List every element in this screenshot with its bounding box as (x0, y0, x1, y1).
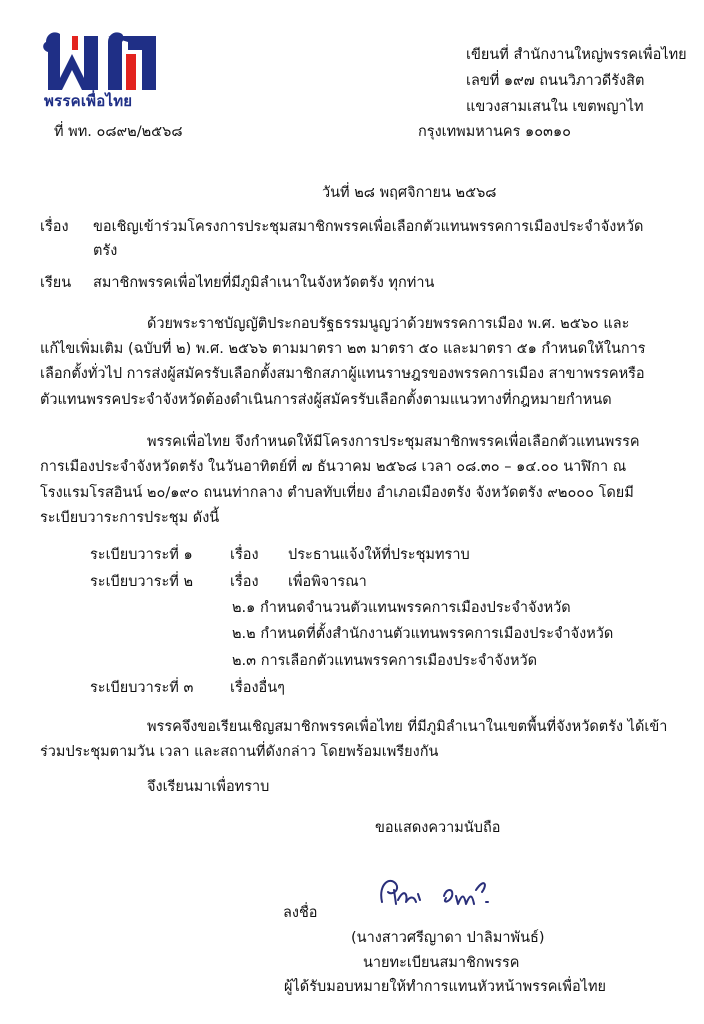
paragraph-2-line: การเมืองประจำจังหวัดตรัง ในวันอาทิตย์ที่ ๗ ธันวาคม ๒๕๖๘ เวลา ๐๘.๓๐ – ๑๔.๐๐ นาฬิกา ณ (40, 459, 627, 475)
agenda-subitem: ๒.๑ กำหนดจำนวนตัวแทนพรรคการเมืองประจำจังหวัด (232, 600, 571, 616)
paragraph-1-line: ตัวแทนพรรคประจำจังหวัดต้องดำเนินการส่งผู้สมัครรับเลือกตั้งตามแนวทางที่กฎหมายกำหนด (40, 392, 612, 408)
paragraph-3-line: ร่วมประชุมตามวัน เวลา และสถานที่ดังกล่าว โดยพร้อมเพรียงกัน (40, 744, 439, 760)
subject-line-2: ตรัง (93, 243, 118, 259)
subject-label: เรื่อง (40, 219, 69, 235)
agenda-subject-label: เรื่อง (230, 547, 259, 563)
signer-title: นายทะเบียนสมาชิกพรรค (363, 955, 520, 971)
agenda-item-text: ประธานแจ้งให้ที่ประชุมทราบ (288, 547, 470, 563)
recipient-text: สมาชิกพรรคเพื่อไทยที่มีภูมิลำเนาในจังหวัดตรัง ทุกท่าน (93, 275, 435, 291)
agenda-subitem: ๒.๒ กำหนดที่ตั้งสำนักงานตัวแทนพรรคการเมืองประจำจังหวัด (232, 626, 614, 642)
party-logo-text: พรรคเพื่อไทย (44, 92, 133, 110)
document-number: ที่ พท. ๐๘๙๒/๒๕๖๘ (54, 124, 183, 140)
city-postal-code: กรุงเทพมหานคร ๑๐๓๑๐ (418, 124, 572, 140)
paragraph-1-line: ด้วยพระราชบัญญัติประกอบรัฐธรรมนูญว่าด้วยพรรคการเมือง พ.ศ. ๒๕๖๐ และ (147, 316, 630, 332)
closing-salutation: ขอแสดงความนับถือ (375, 820, 501, 836)
address-line-1: เขียนที่ สำนักงานใหญ่พรรคเพื่อไทย (466, 47, 687, 63)
agenda-item-text: เพื่อพิจารณา (288, 574, 367, 590)
subject-line-1: ขอเชิญเข้าร่วมโครงการประชุมสมาชิกพรรคเพื่อเลือกตัวแทนพรรคการเมืองประจำจังหวัด (93, 219, 644, 235)
agenda-item-label: ระเบียบวาระที่ ๑ (90, 547, 193, 563)
paragraph-3-line: พรรคจึงขอเรียนเชิญสมาชิกพรรคเพื่อไทย ที่มีภูมิลำเนาในเขตพื้นที่จังหวัดตรัง ได้เข้า (147, 719, 668, 735)
recipient-label: เรียน (40, 275, 72, 291)
address-line-2: เลขที่ ๑๙๗ ถนนวิภาวดีรังสิต (466, 73, 645, 89)
signer-title-delegation: ผู้ได้รับมอบหมายให้ทำการแทนหัวหน้าพรรคเพื่อไทย (284, 979, 607, 995)
agenda-item-label: ระเบียบวาระที่ ๓ (90, 680, 194, 696)
paragraph-2-line: ระเบียบวาระการประชุม ดังนี้ (40, 510, 220, 526)
handwritten-signature (376, 870, 516, 915)
sign-label: ลงชื่อ (283, 905, 318, 921)
signer-name: (นางสาวศรีญาดา ปาลิมาพันธ์) (351, 930, 545, 946)
paragraph-1-line: เลือกตั้งทั่วไป การส่งผู้สมัครรับเลือกตั้งสมาชิกสภาผู้แทนราษฎรของพรรคการเมือง สาขาพรรคหรือ (40, 366, 645, 382)
agenda-subitem: ๒.๓ การเลือกตัวแทนพรรคการเมืองประจำจังหวัด (232, 653, 538, 669)
agenda-item-text: เรื่องอื่นๆ (230, 680, 285, 696)
paragraph-1-line: แก้ไขเพิ่มเติม (ฉบับที่ ๒) พ.ศ. ๒๕๖๖ ตามมาตรา ๒๓ มาตรา ๕๐ และมาตรา ๕๑ กำหนดให้ในการ (40, 341, 646, 357)
letter-date: วันที่ ๒๘ พฤศจิกายน ๒๕๖๘ (322, 185, 497, 201)
address-line-3: แขวงสามเสนใน เขตพญาไท (466, 99, 644, 115)
agenda-subject-label: เรื่อง (230, 574, 259, 590)
agenda-item-label: ระเบียบวาระที่ ๒ (90, 574, 194, 590)
paragraph-2-line: โรงแรมโรสอินน์ ๒๐/๑๙๐ ถนนท่ากลาง ตำบลทับเที่ยง อำเภอเมืองตรัง จังหวัดตรัง ๙๒๐๐๐ โดยมี (40, 485, 634, 501)
closing-line: จึงเรียนมาเพื่อทราบ (147, 779, 270, 795)
paragraph-2-line: พรรคเพื่อไทย จึงกำหนดให้มีโครงการประชุมสมาชิกพรรคเพื่อเลือกตัวแทนพรรค (147, 434, 640, 450)
